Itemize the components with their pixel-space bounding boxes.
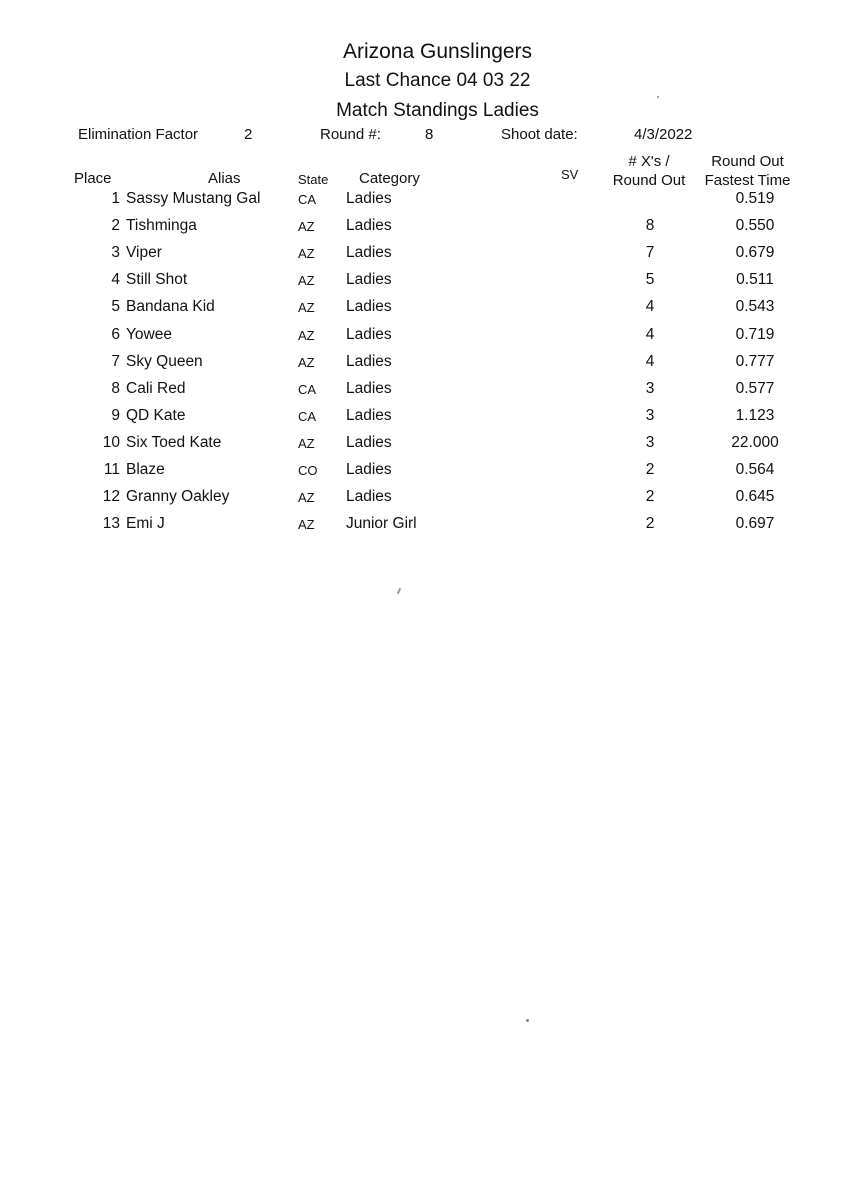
column-header-time-line1: Round Out — [711, 153, 784, 170]
fastest-time-cell: 22.000 — [731, 433, 779, 451]
xs-round-out-cell: 3 — [645, 433, 655, 451]
table-row — [0, 326, 860, 353]
state-cell: AZ — [298, 300, 315, 316]
table-row — [0, 190, 860, 217]
fastest-time-cell: 0.550 — [735, 217, 775, 235]
category-cell: Ladies — [346, 433, 392, 451]
alias-cell: Six Toed Kate — [126, 433, 222, 451]
table-row — [0, 515, 860, 542]
category-cell: Ladies — [346, 488, 392, 506]
fastest-time-cell: 0.645 — [735, 488, 775, 506]
place-cell: 11 — [103, 461, 120, 478]
round-value: 8 — [425, 126, 434, 143]
fastest-time-cell: 0.697 — [735, 515, 775, 533]
table-row — [0, 434, 860, 461]
place-cell: 10 — [102, 433, 120, 451]
alias-cell: Cali Red — [126, 379, 186, 397]
fastest-time-cell: 0.679 — [735, 244, 775, 262]
column-header-time-line2: Fastest Time — [704, 172, 791, 189]
place-cell: 8 — [111, 379, 120, 397]
state-cell: CO — [298, 463, 318, 478]
place-cell: 5 — [111, 298, 120, 316]
category-cell: Junior Girl — [346, 515, 417, 533]
state-cell: CA — [298, 192, 317, 207]
column-header-category: Category — [359, 170, 420, 187]
fastest-time-cell: 0.719 — [735, 325, 775, 343]
state-cell: CA — [298, 381, 317, 397]
alias-cell: Viper — [126, 244, 162, 262]
alias-cell: Blaze — [126, 461, 165, 478]
alias-cell: QD Kate — [126, 406, 186, 424]
shoot-date-value: 4/3/2022 — [634, 126, 693, 143]
xs-round-out-cell: 4 — [645, 325, 655, 343]
place-cell: 6 — [111, 325, 120, 343]
xs-round-out-cell: 5 — [645, 271, 655, 289]
alias-cell: Emi J — [126, 515, 165, 533]
state-cell: AZ — [298, 517, 315, 533]
alias-cell: Yowee — [126, 325, 172, 343]
column-header-sv: SV — [561, 167, 579, 182]
category-cell: Ladies — [346, 461, 392, 478]
fastest-time-cell: 0.543 — [735, 298, 775, 316]
state-cell: AZ — [298, 246, 315, 262]
scan-speck — [657, 96, 659, 98]
scan-speck — [526, 1019, 529, 1022]
table-row — [0, 407, 860, 434]
column-header-xs-round-out — [604, 152, 694, 190]
place-cell: 9 — [111, 406, 120, 424]
org-title: Arizona Gunslingers — [342, 40, 533, 63]
table-row — [0, 298, 860, 325]
fastest-time-cell: 0.777 — [735, 352, 775, 370]
alias-cell: Granny Oakley — [126, 488, 230, 506]
shoot-date-label: Shoot date: — [501, 126, 578, 143]
state-cell: AZ — [298, 354, 315, 370]
alias-cell: Tishminga — [126, 217, 197, 235]
place-cell: 1 — [111, 190, 120, 207]
xs-round-out-cell: 2 — [645, 515, 655, 533]
place-cell: 4 — [111, 271, 120, 289]
state-cell: AZ — [298, 435, 315, 451]
alias-cell: Still Shot — [126, 271, 188, 289]
table-row — [0, 271, 860, 298]
column-header-xs-line1: # X's / — [628, 153, 670, 170]
alias-cell: Bandana Kid — [126, 298, 215, 316]
column-header-state: State — [298, 172, 329, 187]
table-row — [0, 488, 860, 515]
fastest-time-cell: 0.564 — [735, 461, 775, 478]
xs-round-out-cell: 4 — [645, 352, 655, 370]
state-cell: AZ — [298, 219, 315, 235]
table-row — [0, 244, 860, 271]
state-cell: AZ — [298, 490, 315, 506]
place-cell: 12 — [102, 488, 120, 506]
column-header-place: Place — [74, 170, 112, 187]
fastest-time-cell: 0.519 — [735, 190, 775, 207]
scan-mark — [397, 588, 401, 594]
table-row — [0, 461, 860, 488]
category-cell: Ladies — [346, 406, 392, 424]
category-cell: Ladies — [346, 217, 392, 235]
fastest-time-cell: 0.577 — [735, 379, 775, 397]
elimination-factor-label: Elimination Factor — [78, 126, 199, 143]
state-cell: CA — [298, 408, 317, 424]
fastest-time-cell: 1.123 — [735, 406, 775, 424]
table-row — [0, 380, 860, 407]
category-cell: Ladies — [346, 190, 392, 207]
standings-title: Match Standings Ladies — [336, 100, 539, 121]
category-cell: Ladies — [346, 325, 392, 343]
xs-round-out-cell: 2 — [645, 461, 655, 478]
elimination-factor-value: 2 — [244, 126, 253, 143]
column-header-alias: Alias — [208, 170, 241, 187]
xs-round-out-cell: 2 — [645, 488, 655, 506]
state-cell: AZ — [298, 327, 315, 343]
category-cell: Ladies — [346, 244, 392, 262]
xs-round-out-cell: 8 — [645, 217, 655, 235]
category-cell: Ladies — [346, 271, 392, 289]
column-header-xs-line2: Round Out — [612, 172, 686, 189]
table-row — [0, 217, 860, 244]
xs-round-out-cell: 7 — [645, 244, 655, 262]
table-row — [0, 353, 860, 380]
xs-round-out-cell: 4 — [645, 298, 655, 316]
round-label: Round #: — [320, 126, 381, 143]
xs-round-out-cell: 3 — [645, 379, 655, 397]
place-cell: 3 — [111, 244, 120, 262]
place-cell: 7 — [111, 352, 120, 370]
place-cell: 2 — [111, 217, 120, 235]
category-cell: Ladies — [346, 298, 392, 316]
event-title: Last Chance 04 03 22 — [344, 70, 531, 91]
state-cell: AZ — [298, 273, 315, 289]
category-cell: Ladies — [346, 379, 392, 397]
category-cell: Ladies — [346, 352, 392, 370]
alias-cell: Sky Queen — [126, 352, 203, 370]
column-header-fastest-time — [700, 152, 795, 190]
fastest-time-cell: 0.511 — [736, 271, 774, 289]
place-cell: 13 — [102, 515, 120, 533]
alias-cell: Sassy Mustang Gal — [126, 190, 261, 207]
xs-round-out-cell: 3 — [645, 406, 655, 424]
